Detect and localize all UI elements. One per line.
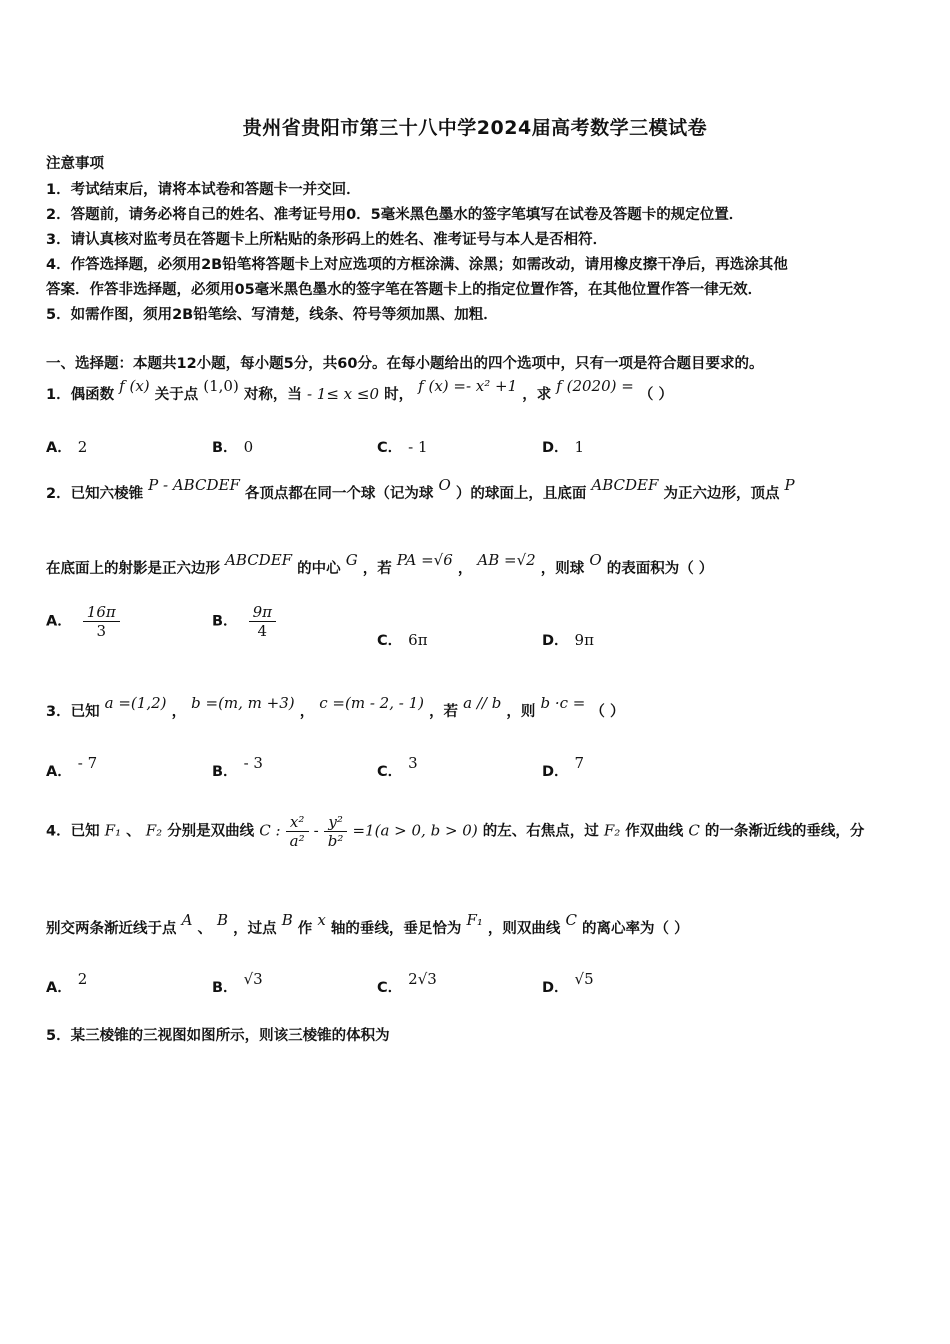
q4-option-b: B． √3 (212, 970, 263, 996)
q1-math: - 1≤ x ≤0 (306, 385, 380, 403)
note-item: 2．答题前，请务必将自己的姓名、准考证号用0．5毫米黑色墨水的签字笔填写在试卷及答题卡的规定位置． (46, 207, 744, 223)
note-item: 4．作答选择题，必须用2B铅笔将答题卡上对应选项的方框涂满、涂黑；如需改动，请用橡皮擦干净后，再选涂其他 (46, 257, 788, 273)
q1-math: f (x) (119, 377, 150, 395)
section-heading: 一、选择题：本题共12小题，每小题5分，共60分。在每小题给出的四个选项中，只有一项是符合题目要求的。 (46, 356, 764, 372)
q1-text: 时， (384, 387, 414, 403)
q3-option-a: A． - 7 (46, 754, 98, 780)
q4-option-d: D． √5 (542, 970, 594, 996)
question-4-line-1: 4．已知 F₁ 、 F₂ 分别是双曲线 C : $\frac{\text{x²}}{\text{a²}}$ - $\frac{\text{y²}}{\text{b²}}$ =1(a > 0, b > 0) 的左、右焦点，过 F₂ 作双曲线 C 的一条渐近线的垂线，分 (46, 813, 865, 850)
question-2-line-1: 2．已知六棱锥 P - ABCDEF 各顶点都在同一个球（记为球 O ）的球面上，且底面 ABCDEF 为正六边形，顶点 P (46, 476, 795, 502)
q1-text: 1．偶函数 (46, 387, 115, 403)
question-3: 3．已知 a =(1,2) ， b =(m, m +3) ， c =(m - 2, - 1) ，若 a // b ，则 b ·c = （ ） (46, 694, 625, 720)
q1-text: 对称，当 (243, 387, 302, 403)
q1-option-d: D． 1 (542, 438, 585, 456)
q1-option-c: C． - 1 (377, 438, 428, 456)
q4-option-a: A． 2 (46, 970, 88, 996)
q1-math: f (x) =- x² +1 (418, 377, 518, 395)
q3-option-d: D． 7 (542, 754, 585, 780)
page-title: 贵州省贵阳市第三十八中学2024届高考数学三模试卷 (242, 117, 708, 139)
note-item: 5．如需作图，须用2B铅笔绘、写清楚，线条、符号等须加黑、加粗． (46, 307, 498, 323)
note-item: 答案．作答非选择题，必须用05毫米黑色墨水的签字笔在答题卡上的指定位置作答，在其他位置作答一律无效． (46, 282, 763, 298)
q2-option-a: A． $\frac{16\pi}{3}$ (46, 603, 120, 640)
q1-option-b: B． 0 (212, 438, 254, 456)
q1-text: ，求 (522, 387, 552, 403)
q2-option-c: C． 6π (377, 631, 428, 649)
q1-option-a: A． 2 (46, 438, 88, 456)
q1-text: 关于点 (154, 387, 199, 403)
q3-option-c: C． 3 (377, 754, 418, 780)
q2-option-d: D． 9π (542, 631, 594, 649)
note-item: 1．考试结束后，请将本试卷和答题卡一并交回． (46, 182, 361, 198)
question-1 (46, 377, 673, 404)
question-5: 5．某三棱锥的三视图如图所示，则该三棱锥的体积为 (46, 1028, 390, 1044)
note-item: 3．请认真核对监考员在答题卡上所粘贴的条形码上的姓名、准考证号与本人是否相符． (46, 232, 608, 248)
q1-math: (1,0) (203, 377, 239, 395)
q1-math: f (2020) = (556, 377, 634, 395)
q2-option-b: B． $\frac{9\pi}{4}$ (212, 603, 276, 640)
q1-text: （ ） (638, 387, 673, 403)
notes-heading: 注意事项 (46, 156, 104, 172)
q3-option-b: B． - 3 (212, 754, 263, 780)
question-2-line-2: 在底面上的射影是正六边形 ABCDEF 的中心 G ，若 PA =√6 ， AB =√2 ，则球 O 的表面积为（ ） (46, 551, 714, 577)
question-4-line-2: 别交两条渐近线于点 A 、 B ，过点 B 作 x 轴的垂线，垂足恰为 F₁ ，则双曲线 C 的离心率为（ ） (46, 911, 689, 937)
q4-option-c: C． 2√3 (377, 970, 437, 996)
